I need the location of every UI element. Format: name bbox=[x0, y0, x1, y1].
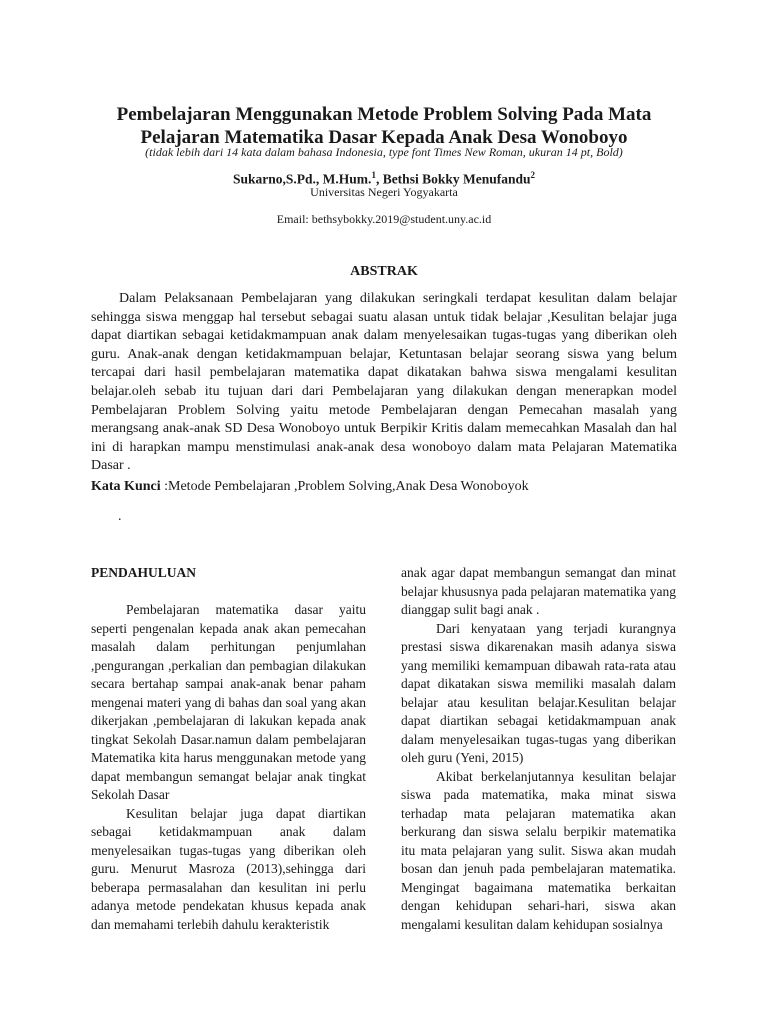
keywords-text: :Metode Pembelajaran ,Problem Solving,Anak Desa Wonoboyok bbox=[160, 479, 529, 494]
author-separator: , bbox=[375, 171, 383, 187]
paper-title-line-2: Pelajaran Matematika Dasar Kepada Anak Desa Wonoboyo bbox=[140, 127, 628, 148]
abstract-body: Dalam Pelaksanaan Pembelajaran yang dilakukan seringkali terdapat kesulitan dalam belajar sehingga siswa menggap hal tersebut sebagai suatu alasan untuk tidak belajar ,Kesulitan belajar juga dapat diartikan sebagai ketidakmampuan anak dalam menyelesaikan tugas-tugas yang diberikan oleh guru. Anak-anak dengan ketidakmampuan belajar, Ketuntasan belajar seorang siswa yang belum tercapai dari hasil pembelajaran matematika dapat dikatakan bahwa siswa mengalami kesulitan belajar.oleh sebab itu tujuan dari dari Pembelajaran yang dilakukan dengan menerapkan model Pembelajaran Problem Solving yaitu metode Pembelajaran dengan Pemecahan masalah yang merangsang anak-anak SD Desa Wonoboyo untuk Berpikir Kritis dalam memecahkan Masalah dan hal ini di harapkan mampu menstimulasi anak-anak desa wonoboyo dalam mata Pelajaran Matematika Dasar . bbox=[91, 291, 677, 474]
affiliation: Universitas Negeri Yogyakarta bbox=[310, 185, 458, 199]
intro-paragraph-1: Pembelajaran matematika dasar yaitu seperti pengenalan kepada anak akan pemecahan masalah dalam perhitungan penjumlahan ,pengurangan ,perkalian dan pembagian dilakukan secara bertahap sampai anak-anak benar paham mengenai materi yang di bahas dan soal yang akan dikerjakan ,pembelajaran di lakukan kepada anak tingkat Sekolah Dasar.namun dalam pembelajaran Matematika kita harus menggunakan metode yang dapat membangun semangat belajar anak tingkat Sekolah Dasar bbox=[91, 602, 366, 802]
section-heading-pendahuluan: PENDAHULUAN bbox=[91, 565, 197, 580]
paper-title bbox=[80, 103, 688, 149]
paper-title-line-1: Pembelajaran Menggunakan Metode Problem Solving Pada Mata bbox=[116, 104, 652, 125]
keywords-line bbox=[91, 478, 677, 496]
abstract-heading: ABSTRAK bbox=[350, 264, 418, 279]
author-2-name: Bethsi Bokky Menufandu bbox=[382, 171, 531, 187]
keywords-label: Kata Kunci bbox=[91, 479, 161, 494]
author-1-affiliation-mark: 1 bbox=[371, 170, 376, 180]
author-2-affiliation-mark: 2 bbox=[530, 170, 535, 180]
left-column bbox=[91, 564, 366, 934]
intro-paragraph-2-continued: anak agar dapat membangun semangat dan minat belajar khususnya pada pelajaran matematika yang dianggap sulit bagi anak . bbox=[401, 565, 676, 617]
author-email: Email: bethsybokky.2019@student.uny.ac.id bbox=[276, 212, 492, 226]
author-1-name: Sukarno,S.Pd., M.Hum. bbox=[233, 171, 372, 187]
stray-period: . bbox=[118, 509, 122, 524]
title-format-note: (tidak lebih dari 14 kata dalam bahasa Indonesia, type font Times New Roman, ukuran 14 pt, Bold) bbox=[145, 145, 623, 159]
intro-paragraph-3: Dari kenyataan yang terjadi kurangnya prestasi siswa dikarenakan masih adanya siswa yang memiliki kemampuan dibawah rata-rata atau dapat dikatakan siswa memiliki masalah dalam belajar atau kesulitan belajar.Kesulitan belajar dapat diartikan sebagai ketidakmampuan anak dalam menyelesaikan tugas-tugas yang diberikan oleh guru (Yeni, 2015) bbox=[401, 620, 676, 765]
intro-paragraph-2: Kesulitan belajar juga dapat diartikan sebagai ketidakmampuan anak dalam menyelesaikan tugas-tugas yang diberikan oleh guru. Menurut Masroza (2013),sehingga dari beberapa permasalahan dan kesulitan ini perlu adanya metode pendekatan khusus kepada anak dan memahami terlebih dahulu kerakteristik bbox=[91, 805, 366, 932]
right-column bbox=[401, 564, 676, 934]
intro-paragraph-4: Akibat berkelanjutannya kesulitan belajar siswa pada matematika, maka minat siswa terhadap mata pelajaran matematika akan berkurang dan siswa selalu berpikir matematika itu mata pelajaran yang sulit. Siswa akan mudah bosan dan jenuh pada pembelajaran matematika. Mengingat bagaimana matematika berkaitan dengan kehidupan sehari-hari, siswa akan mengalami kesulitan dalam kehidupan sosialnya bbox=[401, 768, 676, 932]
